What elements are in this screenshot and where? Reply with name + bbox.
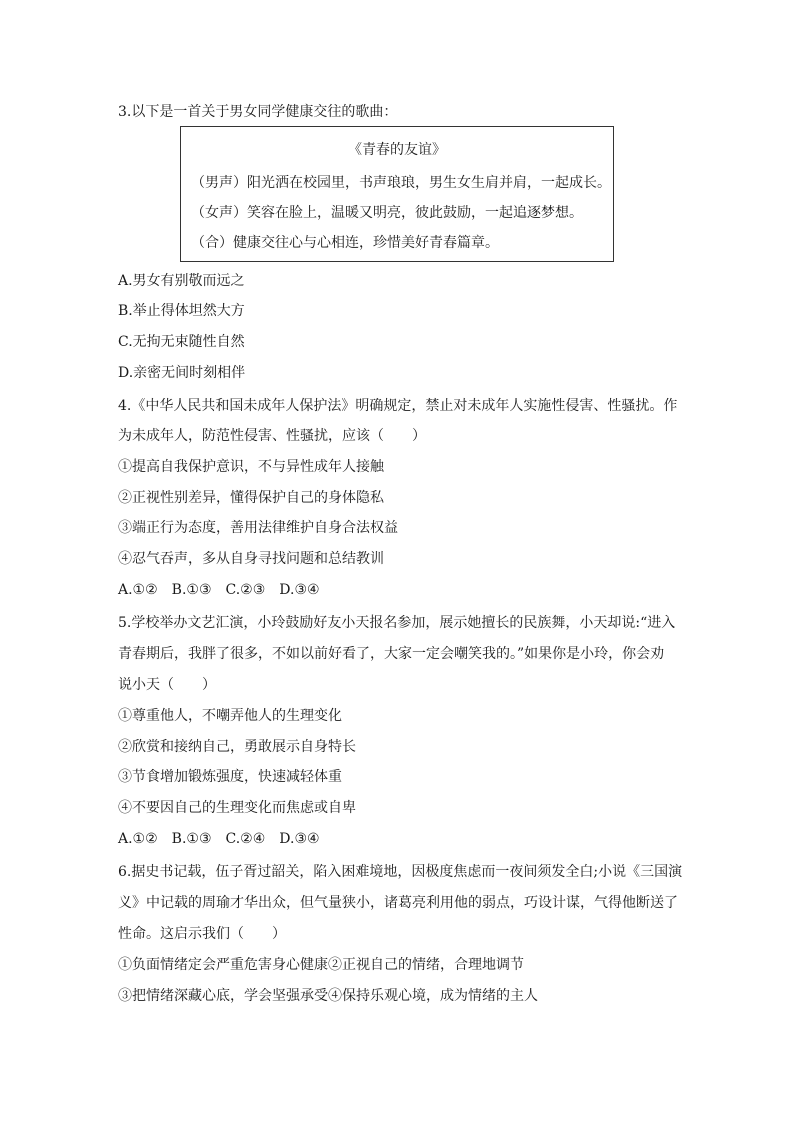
q4-stem-line-1: 4.《中华人民共和国未成年人保护法》明确规定，禁止对未成年人实施性侵害、性骚扰。作: [118, 398, 678, 414]
song-line-male: （男声）阳光洒在校园里，书声琅琅，男生女生肩并肩，一起成长。: [191, 175, 611, 191]
q5-stem-line-2: 青春期后，我胖了很多，不如以前好看了，大家一定会嘲笑我的。”如果你是小玲，你会劝: [118, 646, 665, 662]
q5-statement-1: ①尊重他人，不嘲弄他人的生理变化: [118, 708, 342, 724]
q6-stem-line-2: 义》中记载的周瑜才华出众，但气量狭小，诸葛亮利用他的弱点，巧设计谋，气得他断送了: [118, 895, 678, 911]
q5-statement-4: ④不要因自己的生理变化而焦虑或自卑: [118, 800, 356, 816]
q3-option-a: A.男女有别敬而远之: [118, 273, 245, 289]
q3-option-c: C.无拘无束随性自然: [118, 334, 245, 350]
q5-stem-line-1: 5.学校举办文艺汇演，小玲鼓励好友小天报名参加，展示她擅长的民族舞，小天却说:“进入: [118, 615, 676, 631]
q4-statement-4: ④忍气吞声，多从自身寻找问题和总结教训: [118, 551, 384, 567]
q6-stem-line-3: 性命。这启示我们（ ）: [118, 926, 286, 942]
q3-option-d: D.亲密无间时刻相伴: [118, 365, 246, 381]
q4-statement-3: ③端正行为态度，善用法律维护自身合法权益: [118, 520, 398, 536]
q3-option-b: B.举止得体坦然大方: [118, 303, 245, 319]
q6-statement-row-2: ③把情绪深藏心底，学会坚强承受④保持乐观心境，成为情绪的主人: [118, 988, 538, 1004]
q4-statement-1: ①提高自我保护意识，不与异性成年人接触: [118, 459, 384, 475]
song-title: 《青春的友谊》: [348, 142, 446, 158]
q6-stem-line-1: 6.据史书记载，伍子胥过韶关，陷入困难境地，因极度焦虑而一夜间须发全白;小说《三国演: [118, 864, 683, 880]
q5-statement-3: ③节食增加锻炼强度，快速减轻体重: [118, 769, 342, 785]
song-line-female: （女声）笑容在脸上，温暖又明亮，彼此鼓励，一起追逐梦想。: [191, 205, 583, 221]
q5-statement-2: ②欣赏和接纳自己，勇敢展示自身特长: [118, 739, 356, 755]
q3-stem: 3.以下是一首关于男女同学健康交往的歌曲：: [118, 104, 398, 120]
q4-statement-2: ②正视性别差异，懂得保护自己的身体隐私: [118, 490, 384, 506]
q5-stem-line-3: 说小天（ ）: [118, 677, 216, 693]
q6-statement-row-1: ①负面情绪定会严重危害身心健康②正视自己的情绪，合理地调节: [118, 957, 524, 973]
song-line-chorus: （合）健康交往心与心相连，珍惜美好青春篇章。: [191, 235, 499, 251]
q4-stem-line-2: 为未成年人，防范性侵害、性骚扰，应该（ ）: [118, 428, 426, 444]
q4-options: A.①② B.①③ C.②③ D.③④: [118, 582, 320, 598]
song-box: [180, 126, 614, 262]
q5-options: A.①② B.①③ C.②④ D.③④: [118, 831, 320, 847]
